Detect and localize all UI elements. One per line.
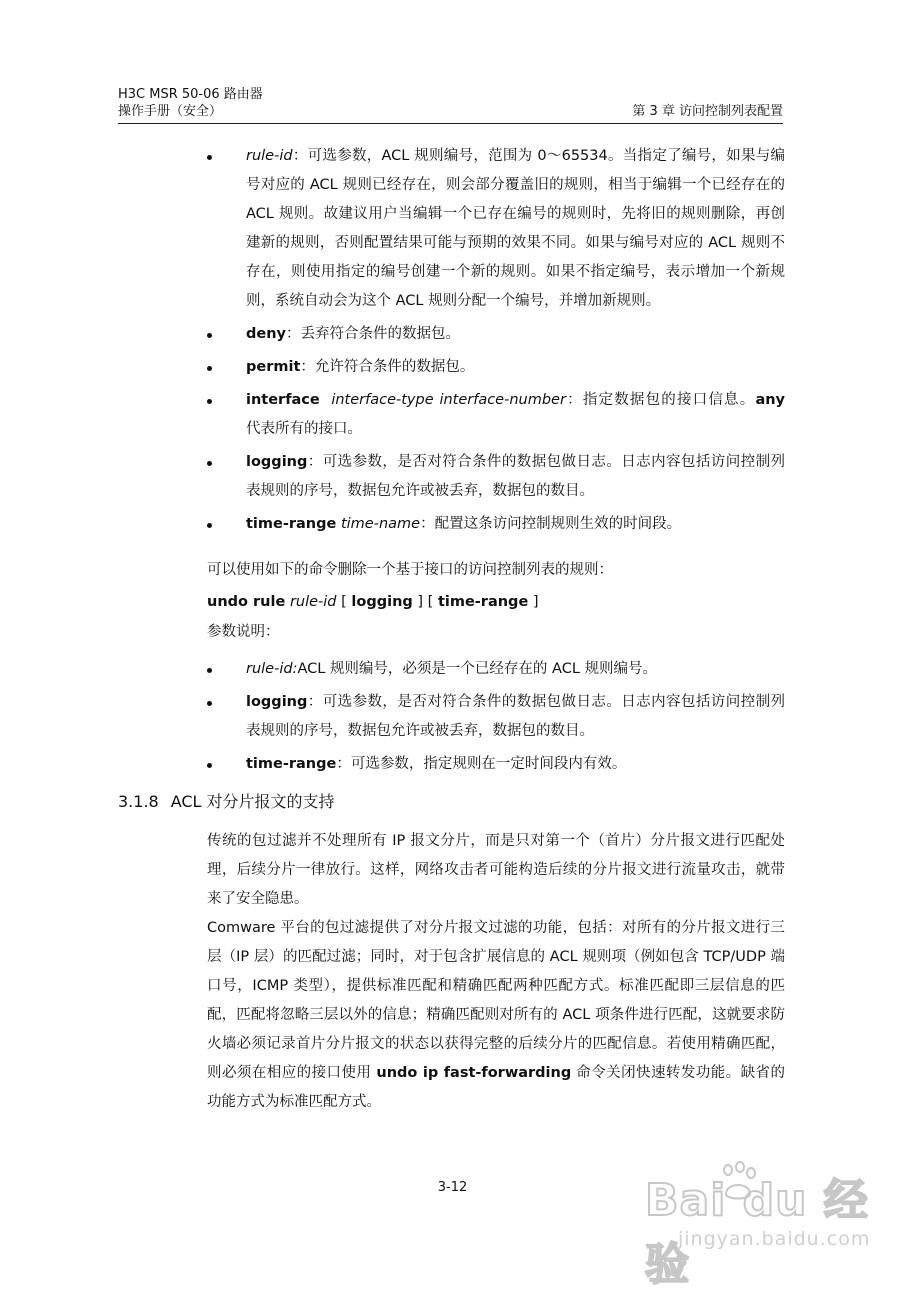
separator: ： <box>307 694 323 710</box>
param-desc: 可选参数，是否对符合条件的数据包做日志。日志内容包括访问控制列表规则的序号，数据包允许或被丢弃，数据包的数目。 <box>246 694 786 739</box>
baidu-jingyan-watermark <box>630 1150 890 1290</box>
param-desc: ACL 规则编号，必须是一个已经存在的 ACL 规则编号。 <box>297 661 658 677</box>
cmd-bracket: ] <box>528 594 539 610</box>
separator: ： <box>300 359 315 375</box>
param-term: interface <box>246 392 320 408</box>
list-item <box>207 386 785 444</box>
separator: ： <box>565 392 583 408</box>
paw-icon <box>716 1160 760 1204</box>
separator: ： <box>420 516 435 532</box>
list-item <box>207 448 785 506</box>
paragraph-text: 命令关闭快速转发功能。缺省的功能方式为标准匹配方式。 <box>207 1065 785 1110</box>
watermark-url: jingyan.baidu.com <box>678 1228 871 1250</box>
param-desc: 代表所有的接口。 <box>246 421 362 437</box>
param-term: permit <box>246 359 301 375</box>
param-arg: time-name <box>340 516 421 532</box>
separator: ： <box>336 756 351 772</box>
bullet-icon <box>207 523 212 528</box>
bullet-icon <box>207 333 212 338</box>
cmd-bracket: [ <box>336 594 352 610</box>
list-item <box>207 142 785 316</box>
cmd-arg: rule-id <box>289 594 337 610</box>
bullet-icon <box>207 763 212 768</box>
header-divider <box>118 123 783 124</box>
bullet-icon <box>207 399 212 404</box>
list-item <box>207 320 785 349</box>
param-desc: 指定数据包的接口信息。 <box>582 392 756 408</box>
param-term: any <box>755 392 786 408</box>
param-list-undo <box>207 655 785 783</box>
cmd-keyword: logging <box>351 594 413 610</box>
list-item <box>207 353 785 382</box>
header-manual: 操作手册（安全） <box>118 104 223 119</box>
header-chapter: 第 3 章 访问控制列表配置 <box>632 104 783 119</box>
param-desc: 可选参数，是否对符合条件的数据包做日志。日志内容包括访问控制列表规则的序号，数据包允许或被丢弃，数据包的数目。 <box>246 454 786 499</box>
param-term: rule-id: <box>246 661 298 677</box>
bullet-icon <box>207 366 212 371</box>
bullet-icon <box>207 461 212 466</box>
header-left <box>118 86 263 120</box>
param-desc: 允许符合条件的数据包。 <box>314 359 475 375</box>
param-label: 参数说明： <box>207 624 280 640</box>
bullet-icon <box>207 668 212 673</box>
paragraph-fragment-intro: 传统的包过滤并不处理所有 IP 报文分片，而是只对第一个（首片）分片报文进行匹配处理，后续分片一律放行。这样，网络攻击者可能构造后续的分片报文进行流量攻击，就带来了安全隐患。 <box>207 833 785 907</box>
separator: ： <box>286 326 301 342</box>
watermark-logo: Bai du 经验 <box>645 1175 869 1290</box>
param-desc: 配置这条访问控制规则生效的时间段。 <box>434 516 682 532</box>
param-desc: 丢弃符合条件的数据包。 <box>300 326 460 342</box>
param-term: rule-id <box>246 148 293 164</box>
list-item <box>207 510 785 539</box>
bullet-icon <box>207 701 212 706</box>
list-item <box>207 688 785 746</box>
list-item <box>207 750 785 779</box>
param-term: logging <box>246 694 308 710</box>
cmd-keyword: time-range <box>437 594 529 610</box>
param-term: time-range <box>246 756 337 772</box>
section-heading <box>118 790 335 814</box>
param-list-add <box>207 142 785 543</box>
param-term: time-range <box>246 516 337 532</box>
cmd-keyword: undo rule <box>207 594 286 610</box>
command-syntax <box>207 588 785 617</box>
cmd-keyword: undo ip fast-forwarding <box>376 1065 572 1081</box>
paragraph-text: Comware 平台的包过滤提供了对分片报文过滤的功能，包括：对所有的分片报文进行三层（IP 层）的匹配过滤；同时，对于包含扩展信息的 ACL 规则项（例如包含 TCP/UDP 端口号，ICMP 类型），提供标准匹配和精确匹配两种匹配方式。标准匹配即三层信息的匹配，匹配将忽略三层以外的信息；精确匹配则对所有的 ACL 项条件进行匹配，这就要求防火墙必须记录首片分片报文的状态以获得完整的后续分片的匹配信息。若使用精确匹配，则必须在相应的接口使用 <box>207 920 785 1081</box>
paragraph-fragment-detail <box>207 914 785 1117</box>
param-term: logging <box>246 454 308 470</box>
param-desc: 可选参数，ACL 规则编号，范围为 0～65534。当指定了编号，如果与编号对应的 ACL 规则已经存在，则会部分覆盖旧的规则，相当于编辑一个已经存在的 ACL 规则。故建议用户当编辑一个已存在编号的规则时，先将旧的规则删除，再创建新的规则，否则配置结果可能与预期的效果不同。如果与编号对应的 ACL 规则不存在，则使用指定的编号创建一个新的规则。如果不指定编号，表示增加一个新规则，系统自动会为这个 ACL 规则分配一个编号，并增加新规则。 <box>246 148 786 309</box>
list-item <box>207 655 785 684</box>
section-number: 3.1.8 <box>118 792 159 811</box>
param-desc: 可选参数，指定规则在一定时间段内有效。 <box>350 756 627 772</box>
section-title: ACL 对分片报文的支持 <box>170 792 335 811</box>
bullet-icon <box>207 155 212 160</box>
separator: ： <box>307 454 323 470</box>
param-term: deny <box>246 326 286 342</box>
header-product: H3C MSR 50-06 路由器 <box>118 87 263 102</box>
param-arg: interface-type interface-number <box>331 392 566 408</box>
cmd-bracket: ] [ <box>412 594 438 610</box>
page-number: 3-12 <box>437 1180 468 1195</box>
undo-intro: 可以使用如下的命令删除一个基于接口的访问控制列表的规则： <box>207 562 613 578</box>
separator: ： <box>292 148 308 164</box>
